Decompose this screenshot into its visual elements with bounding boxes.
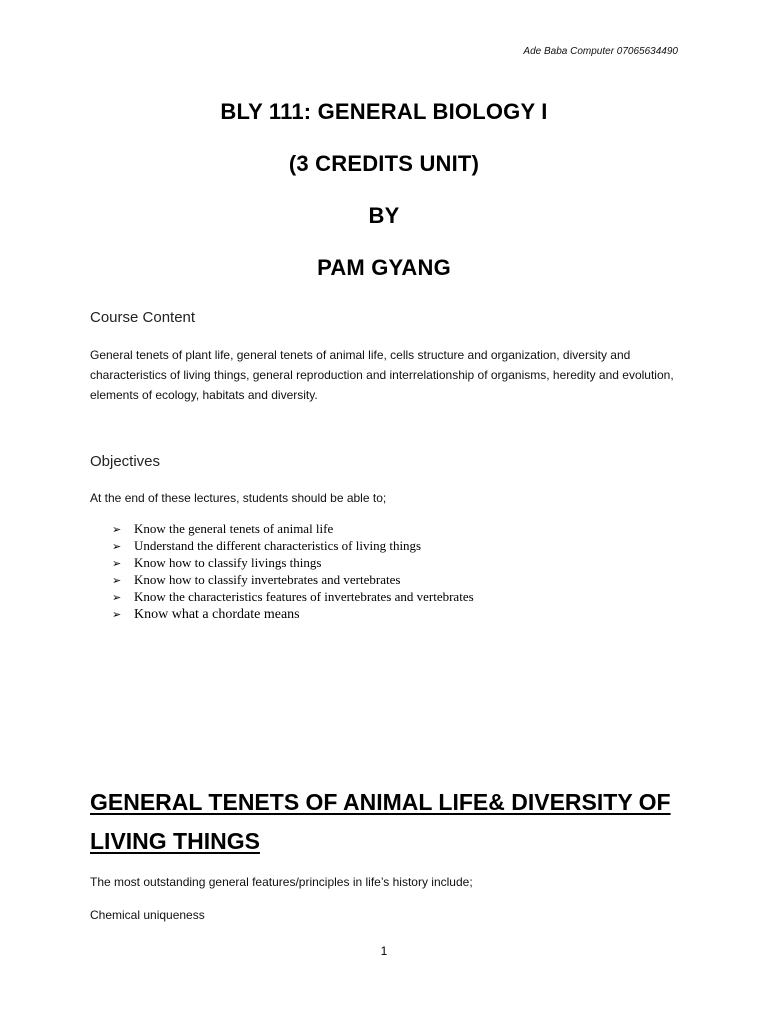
course-title: BLY 111: GENERAL BIOLOGY I <box>220 99 548 124</box>
arrow-bullet-icon: ➢ <box>112 609 122 621</box>
objectives-intro: At the end of these lectures, students should be able to; <box>90 491 387 505</box>
arrow-bullet-icon: ➢ <box>112 592 122 604</box>
list-item: ➢ Understand the different characteristics of living things <box>112 538 422 553</box>
list-item: ➢ Know what a chordate means <box>112 607 300 622</box>
credits-line: (3 CREDITS UNIT) <box>288 151 480 176</box>
section-heading: GENERAL TENETS OF ANIMAL LIFE& DIVERSITY OF LIVING THINGS <box>90 789 671 854</box>
objectives-heading: Objectives <box>90 453 161 470</box>
title-block <box>0 100 768 308</box>
list-item: ➢ Know how to classify livings things <box>112 555 322 570</box>
course-content-heading: Course Content <box>90 309 196 326</box>
arrow-bullet-icon: ➢ <box>112 541 122 553</box>
page-number: 1 <box>380 944 388 958</box>
arrow-bullet-icon: ➢ <box>112 558 122 570</box>
by-line: BY <box>368 203 400 228</box>
arrow-bullet-icon: ➢ <box>112 524 122 536</box>
section-intro: The most outstanding general features/principles in life’s history include; <box>90 875 473 889</box>
arrow-bullet-icon: ➢ <box>112 575 122 587</box>
list-item: ➢ Know the characteristics features of invertebrates and vertebrates <box>112 589 474 604</box>
objectives-list <box>112 521 474 624</box>
course-content-text: General tenets of plant life, general tenets of animal life, cells structure and organization, diversity and characteristics of living things, general reproduction and interrelationship of organisms, heredity and evolution, elements of ecology, habitats and diversity. <box>90 348 674 402</box>
list-item: ➢ Know how to classify invertebrates and vertebrates <box>112 572 401 587</box>
section-subitem: Chemical uniqueness <box>90 908 205 922</box>
list-item: ➢ Know the general tenets of animal life <box>112 521 334 536</box>
author-name: PAM GYANG <box>317 255 451 280</box>
header-note: Ade Baba Computer 07065634490 <box>523 46 678 57</box>
